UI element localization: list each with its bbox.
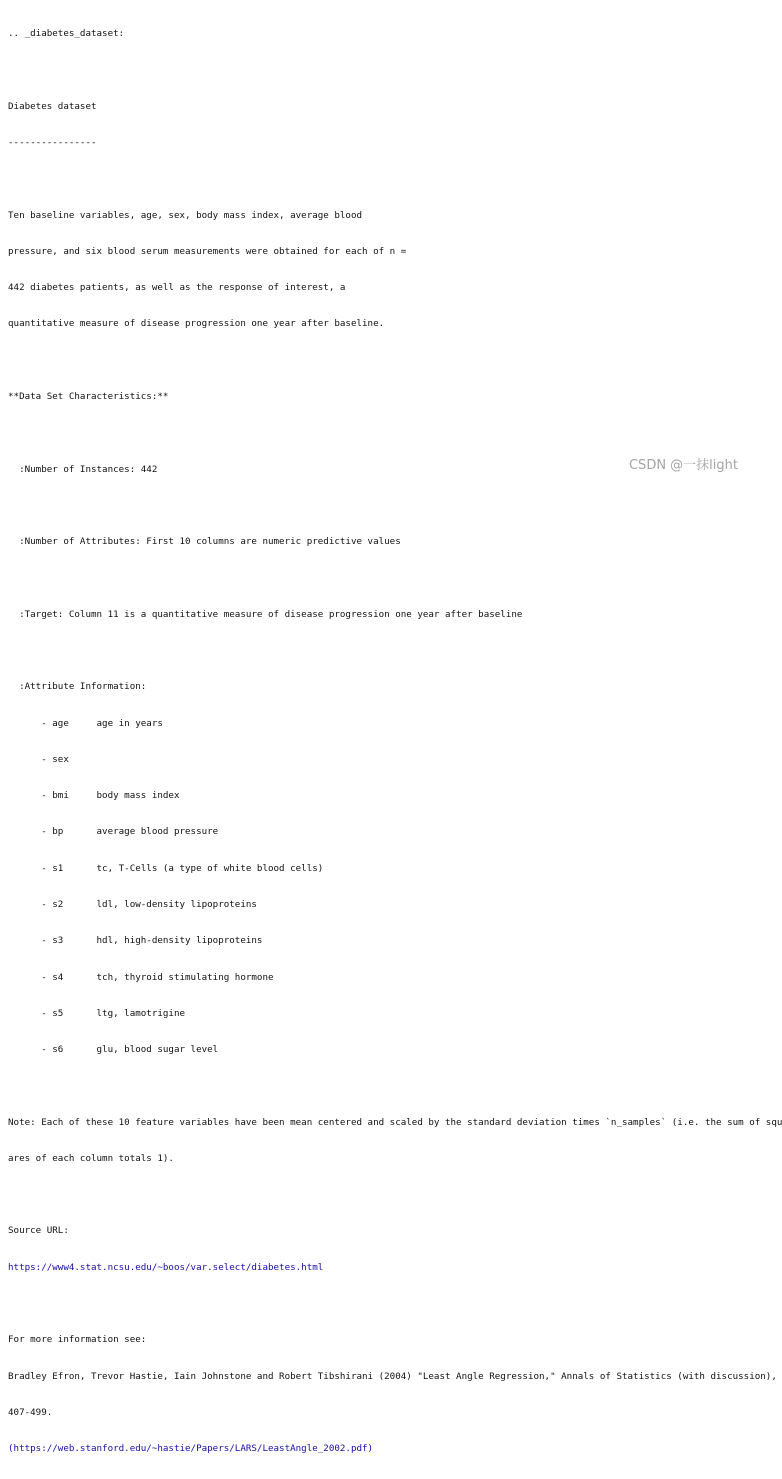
characteristics-heading-line: **Data Set Characteristics:**: [8, 391, 169, 402]
blank-line: [8, 1298, 752, 1310]
attribute-item-s6: - s6 glu, blood sugar level: [8, 1044, 219, 1056]
blank-line: [8, 64, 752, 76]
blank-line: [8, 1080, 752, 1092]
attribute-item-s4: - s4 tch, thyroid stimulating hormone: [8, 971, 274, 983]
blank-line: [8, 355, 752, 367]
source-url-label: Source URL:: [8, 1225, 69, 1237]
csdn-watermark: CSDN @一抹light: [628, 458, 738, 473]
blank-line: [8, 645, 752, 657]
note-line: Note: Each of these 10 feature variables have been mean centered and scaled by the standard deviation times `n_samples` (i.e. the sum of squ: [8, 1116, 782, 1128]
blank-line: [8, 1189, 752, 1201]
dataset-title-line: Diabetes dataset: [8, 100, 97, 112]
blank-line: [8, 173, 752, 185]
blank-line: [8, 500, 752, 512]
description-line: quantitative measure of disease progression one year after baseline.: [8, 318, 385, 330]
citation-line: Bradley Efron, Trevor Hastie, Iain Johnstone and Robert Tibshirani (2004) "Least Angle Regression," Annals of Statistics (with discussion),: [8, 1370, 777, 1382]
description-line: pressure, and six blood serum measurements were obtained for each of n =: [8, 245, 407, 257]
diabetes-dataset-description: [8, 4, 782, 1479]
citation-pages-line: 407-499.: [8, 1406, 53, 1418]
attributes-line: :Number of Attributes: First 10 columns are numeric predictive values: [8, 536, 401, 548]
description-line: 442 diabetes patients, as well as the response of interest, a: [8, 282, 346, 294]
attribute-item-bp: - bp average blood pressure: [8, 826, 219, 838]
attribute-item-bmi: - bmi body mass index: [8, 790, 180, 802]
attribute-item-s3: - s3 hdl, high-density lipoproteins: [8, 935, 263, 947]
title-underline-line: ----------------: [8, 137, 97, 149]
attribute-item-age: - age age in years: [8, 717, 163, 729]
blank-line: [8, 427, 752, 439]
target-line: :Target: Column 11 is a quantitative measure of disease progression one year after baseline: [8, 608, 523, 620]
note-continuation-line: ares of each column totals 1).: [8, 1152, 174, 1164]
attribute-item-s5: - s5 ltg, lamotrigine: [8, 1007, 186, 1019]
attribute-item-s1: - s1 tc, T-Cells (a type of white blood cells): [8, 862, 324, 874]
more-information-label: For more information see:: [8, 1334, 147, 1346]
attribute-information-heading: :Attribute Information:: [8, 681, 147, 693]
attribute-item-sex: - sex: [8, 753, 69, 765]
dataset-label-line: .. _diabetes_dataset:: [8, 28, 125, 40]
blank-line: [8, 572, 752, 584]
attribute-item-s2: - s2 ldl, low-density lipoproteins: [8, 898, 257, 910]
source-url-link[interactable]: https://www4.stat.ncsu.edu/~boos/var.select/diabetes.html: [8, 1261, 324, 1273]
instances-line: :Number of Instances: 442: [8, 463, 158, 475]
description-line: Ten baseline variables, age, sex, body mass index, average blood: [8, 209, 363, 221]
paper-url-link[interactable]: (https://web.stanford.edu/~hastie/Papers/LARS/LeastAngle_2002.pdf): [8, 1443, 374, 1455]
